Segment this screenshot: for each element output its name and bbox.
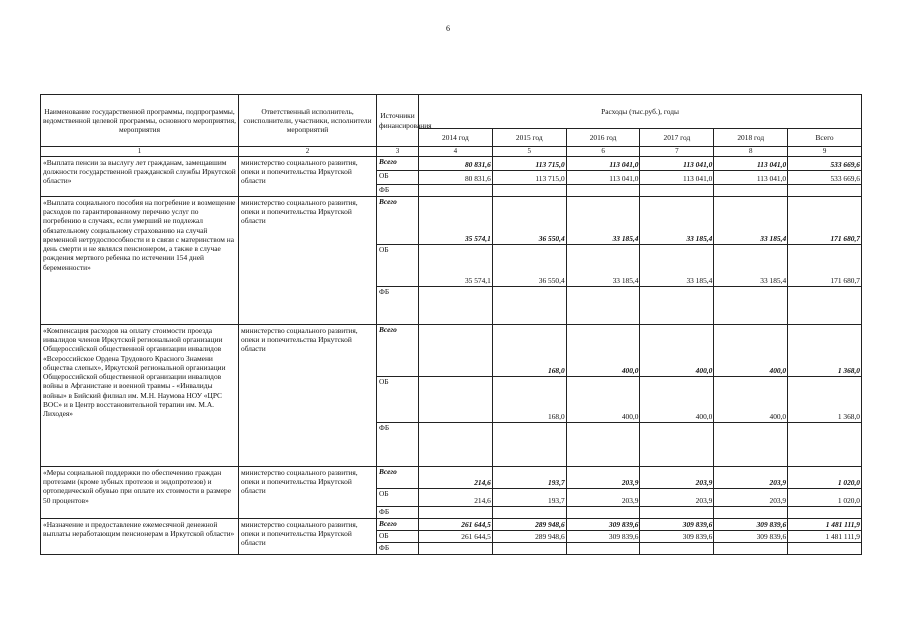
amount-cell: [492, 286, 566, 324]
amount-cell: 1 368,0: [788, 324, 862, 376]
amount-cell: 289 948,6: [492, 518, 566, 530]
responsible-executor: министерство социального развития, опеки и попечительства Иркутской области: [239, 518, 377, 554]
amount-cell: 1 481 111,9: [788, 530, 862, 542]
header-index: 9: [788, 147, 862, 157]
responsible-executor: министерство социального развития, опеки и попечительства Иркутской области: [239, 196, 377, 324]
amount-cell: 33 185,4: [640, 196, 714, 244]
amount-cell: [640, 184, 714, 196]
amount-cell: 113 041,0: [640, 170, 714, 184]
funding-source-label: ОБ: [377, 376, 419, 422]
amount-cell: 214,6: [419, 466, 493, 488]
amount-cell: 36 550,4: [492, 244, 566, 286]
header-index: 6: [566, 147, 640, 157]
measure-name: «Выплата социального пособия на погребение и возмещение расходов по гарантированному перечню услуг по погребению в случаях, если умерший не подлежал обязательному социальному страхованию на случай временной нетрудоспособности и в связи с материнством на день смерти и не являлся пенсионером, а также в случае рождения мертвого ребенка по истечении 154 дней беременности»: [41, 196, 239, 324]
amount-cell: [492, 184, 566, 196]
amount-cell: [419, 376, 493, 422]
amount-cell: 400,0: [640, 324, 714, 376]
amount-cell: 261 644,5: [419, 518, 493, 530]
amount-cell: [714, 286, 788, 324]
header-name: Наименование государственной программы, подпрограммы, ведомственной целевой программы, основного мероприятия, мероприятия: [41, 95, 239, 147]
amount-cell: 113 041,0: [714, 156, 788, 170]
amount-cell: 533 669,6: [788, 170, 862, 184]
amount-cell: [788, 506, 862, 518]
funding-source-label: ФБ: [377, 506, 419, 518]
amount-cell: 533 669,6: [788, 156, 862, 170]
amount-cell: 1 020,0: [788, 466, 862, 488]
measure-name: «Выплата пенсии за выслугу лет гражданам, замещавшим должности государственной гражданской службы Иркутской области»: [41, 156, 239, 196]
table-header-row: [41, 95, 862, 129]
amount-cell: 33 185,4: [714, 196, 788, 244]
amount-cell: 400,0: [640, 376, 714, 422]
amount-cell: [640, 542, 714, 554]
header-year: 2018 год: [714, 129, 788, 147]
table-row: [41, 156, 862, 170]
measure-name: «Компенсация расходов на оплату стоимости проезда инвалидов членов Иркутской региональной организации Общероссийской общественной организации инвалидов «Всероссийское Ордена Трудового Красного Знамени общества слепых», Иркутской региональной организации Общероссийской общественной организации инвалидов войны в Афганистане и военной травмы - «Инвалиды войны» в Бийский филиал им. М.Н. Наумова НОУ «ЦРС ВОС» и в Центр восстановительной терапии им. М.А. Лиходея»: [41, 324, 239, 466]
header-index: 2: [239, 147, 377, 157]
amount-cell: 113 041,0: [566, 156, 640, 170]
amount-cell: 309 839,6: [714, 530, 788, 542]
amount-cell: 203,9: [566, 488, 640, 506]
amount-cell: 80 831,6: [419, 156, 493, 170]
header-index: 8: [714, 147, 788, 157]
expenses-table: [40, 94, 862, 555]
amount-cell: [788, 184, 862, 196]
responsible-executor: министерство социального развития, опеки и попечительства Иркутской области: [239, 156, 377, 196]
funding-source-label: Всего: [377, 156, 419, 170]
amount-cell: 1 020,0: [788, 488, 862, 506]
funding-source-label: ОБ: [377, 530, 419, 542]
header-year: 2017 год: [640, 129, 714, 147]
funding-source-label: ФБ: [377, 286, 419, 324]
header-index: 1: [41, 147, 239, 157]
amount-cell: [492, 542, 566, 554]
funding-source-label: Всего: [377, 518, 419, 530]
amount-cell: 36 550,4: [492, 196, 566, 244]
funding-source-label: ОБ: [377, 488, 419, 506]
amount-cell: 171 680,7: [788, 196, 862, 244]
amount-cell: [419, 184, 493, 196]
amount-cell: 33 185,4: [714, 244, 788, 286]
amount-cell: [566, 184, 640, 196]
amount-cell: 203,9: [714, 466, 788, 488]
table-index-row: [41, 147, 862, 157]
header-year: 2015 год: [492, 129, 566, 147]
amount-cell: 1 368,0: [788, 376, 862, 422]
table-row: [41, 324, 862, 376]
amount-cell: 400,0: [714, 376, 788, 422]
amount-cell: 35 574,1: [419, 196, 493, 244]
amount-cell: 309 839,6: [640, 518, 714, 530]
amount-cell: 203,9: [640, 466, 714, 488]
amount-cell: 113 041,0: [714, 170, 788, 184]
amount-cell: 214,6: [419, 488, 493, 506]
amount-cell: 400,0: [566, 376, 640, 422]
table-row: [41, 518, 862, 530]
funding-source-label: ФБ: [377, 422, 419, 466]
amount-cell: 1 481 111,9: [788, 518, 862, 530]
amount-cell: 113 715,0: [492, 156, 566, 170]
amount-cell: [419, 506, 493, 518]
amount-cell: 113 041,0: [640, 156, 714, 170]
amount-cell: 261 644,5: [419, 530, 493, 542]
amount-cell: [714, 422, 788, 466]
table-row: [41, 466, 862, 488]
measure-name: «Меры социальной поддержки по обеспечению граждан протезами (кроме зубных протезов и эндопротезов) и ортопедической обувью при оплате их стоимости в размере 50 процентов»: [41, 466, 239, 518]
header-year: 2014 год: [419, 129, 493, 147]
amount-cell: [566, 506, 640, 518]
page-number: 6: [446, 24, 450, 33]
header-index: 3: [377, 147, 419, 157]
funding-source-label: Всего: [377, 466, 419, 488]
amount-cell: [788, 422, 862, 466]
amount-cell: 203,9: [640, 488, 714, 506]
table-row: [41, 196, 862, 244]
funding-source-label: Всего: [377, 196, 419, 244]
amount-cell: 168,0: [492, 376, 566, 422]
amount-cell: 203,9: [566, 466, 640, 488]
amount-cell: 168,0: [492, 324, 566, 376]
amount-cell: [640, 286, 714, 324]
amount-cell: [492, 422, 566, 466]
amount-cell: 80 831,6: [419, 170, 493, 184]
funding-source-label: ФБ: [377, 184, 419, 196]
amount-cell: [419, 422, 493, 466]
amount-cell: 171 680,7: [788, 244, 862, 286]
amount-cell: 309 839,6: [640, 530, 714, 542]
amount-cell: 193,7: [492, 488, 566, 506]
amount-cell: [640, 506, 714, 518]
responsible-executor: министерство социального развития, опеки и попечительства Иркутской области: [239, 324, 377, 466]
amount-cell: [714, 184, 788, 196]
funding-source-label: ОБ: [377, 170, 419, 184]
amount-cell: 309 839,6: [566, 530, 640, 542]
amount-cell: 289 948,6: [492, 530, 566, 542]
amount-cell: [788, 286, 862, 324]
amount-cell: 400,0: [714, 324, 788, 376]
header-index: 4: [419, 147, 493, 157]
header-index: 5: [492, 147, 566, 157]
responsible-executor: министерство социального развития, опеки и попечительства Иркутской области: [239, 466, 377, 518]
amount-cell: [566, 286, 640, 324]
amount-cell: 33 185,4: [640, 244, 714, 286]
header-year-total: Всего: [788, 129, 862, 147]
amount-cell: 113 715,0: [492, 170, 566, 184]
amount-cell: [788, 542, 862, 554]
amount-cell: [566, 542, 640, 554]
funding-source-label: ФБ: [377, 542, 419, 554]
amount-cell: [419, 542, 493, 554]
amount-cell: 33 185,4: [566, 196, 640, 244]
amount-cell: 113 041,0: [566, 170, 640, 184]
amount-cell: 400,0: [566, 324, 640, 376]
amount-cell: 309 839,6: [566, 518, 640, 530]
funding-source-label: ОБ: [377, 244, 419, 286]
header-index: 7: [640, 147, 714, 157]
amount-cell: [714, 506, 788, 518]
funding-source-label: Всего: [377, 324, 419, 376]
amount-cell: [419, 286, 493, 324]
header-year: 2016 год: [566, 129, 640, 147]
header-responsible: Ответственный исполнитель, соисполнители, участники, исполнители мероприятий: [239, 95, 377, 147]
amount-cell: 309 839,6: [714, 518, 788, 530]
amount-cell: [419, 324, 493, 376]
amount-cell: [566, 422, 640, 466]
header-source: Источники финансирования: [377, 95, 419, 147]
measure-name: «Назначение и предоставление ежемесячной денежной выплаты неработающим пенсионерам в Иркутской области»: [41, 518, 239, 554]
amount-cell: [714, 542, 788, 554]
amount-cell: [492, 506, 566, 518]
amount-cell: 193,7: [492, 466, 566, 488]
amount-cell: 35 574,1: [419, 244, 493, 286]
amount-cell: 203,9: [714, 488, 788, 506]
amount-cell: [640, 422, 714, 466]
header-expenses: Расходы (тыс.руб.), годы: [419, 95, 862, 129]
amount-cell: 33 185,4: [566, 244, 640, 286]
